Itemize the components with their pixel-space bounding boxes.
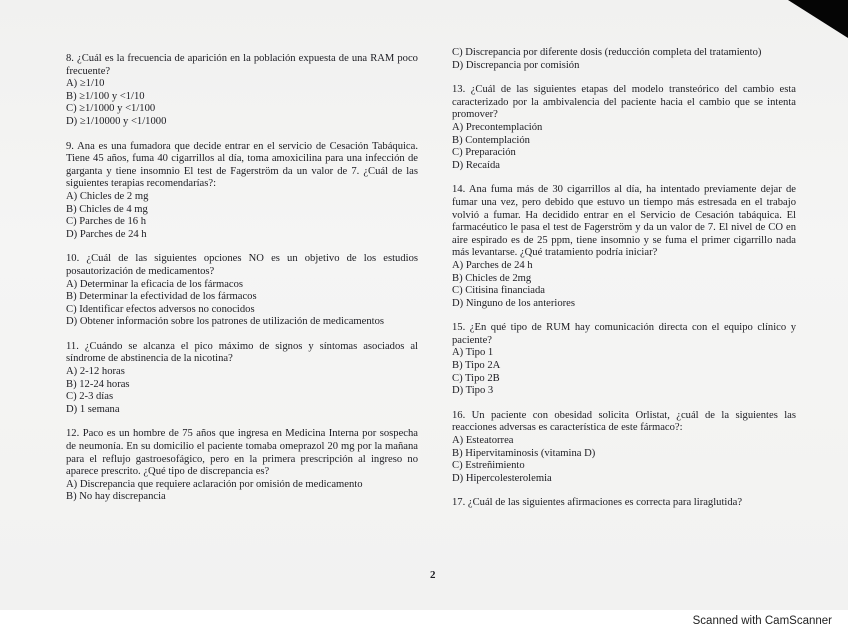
question-stem [452,497,796,510]
question-stem [452,410,796,435]
answer-option: D) Tipo 3 [452,385,494,397]
question-number: 16. [452,409,466,421]
answer-option: B) Determinar la efectividad de los fármacos [66,291,257,303]
question-12-continuation [452,47,796,72]
question-8 [66,53,418,129]
answer-option: C) Citisina financiada [452,285,545,297]
answer-option: B) Hipervitaminosis (vitamina D) [452,447,596,459]
answer-option: D) Parches de 24 h [66,228,147,240]
answer-option: D) Recaída [452,159,500,171]
question-text: Un paciente con obesidad solicita Orlistat, ¿cuál de la siguientes las reacciones adversas es característica de este fármaco?: [452,409,796,434]
answer-option: A) 2-12 horas [66,366,125,378]
right-column [452,47,796,522]
question-stem [66,141,418,191]
question-stem [66,53,418,78]
answer-option: C) Tipo 2B [452,372,500,384]
question-text: Ana fuma más de 30 cigarrillos al día, ha intentado previamente dejar de fumar una vez, pero debido que estuvo un tiempo más estresada en el trabajo volvió a fumar. Ha decidido entrar en el Servicio de Cesación tabáquica. El farmacéutico le pasa el test de Fagerström y da un valor de 7. El nivel de CO en aire espirado es de 25 ppm, tiene insomnio y se fuma el primer cigarrillo nada más levantarse. ¿Qué tratamiento podría iniciar? [452,184,796,259]
answer-option: B) Tipo 2A [452,360,501,372]
question-text: Paco es un hombre de 75 años que ingresa en Medicina Interna por sospecha de neumonía. En su domicilio el paciente tomaba omeprazol 20 mg por la mañana para el reflujo gastroesofágico, pero en la primera prescripción al ingreso no aparece prescrito. ¿Qué tipo de discrepancia es? [66,428,418,478]
answer-option: D) Obtener información sobre los patrones de utilización de medicamentos [66,316,385,328]
answer-option: C) Discrepancia por diferente dosis (reducción completa del tratamiento) [452,47,762,58]
question-text: ¿Cuándo se alcanza el pico máximo de signos y síntomas asociados al síndrome de abstinencia de la nicotina? [66,340,418,365]
question-number: 11. [66,340,79,352]
question-stem [452,184,796,260]
answer-option: B) 12-24 horas [66,378,130,390]
answer-option: A) Esteatorrea [452,435,514,447]
answer-option: D) 1 semana [66,403,120,415]
question-number: 13. [452,84,466,96]
question-14 [452,184,796,310]
answer-option: B) ≥1/100 y <1/10 [66,90,145,102]
question-stem [66,253,418,278]
page-number: 2 [430,569,436,581]
question-text: ¿Cuál de las siguientes opciones NO es un objetivo de los estudios posautorización de medicamentos? [66,253,418,277]
question-text: ¿Cuál de las siguientes afirmaciones es correcta para liraglutida? [467,497,743,509]
answer-option: A) ≥1/10 [66,78,105,90]
question-11 [66,341,418,417]
scanner-watermark: Scanned with CamScanner [692,615,832,627]
answer-option: A) Chicles de 2 mg [66,190,149,202]
answer-option: C) Parches de 16 h [66,216,147,228]
left-column [66,53,418,516]
question-number: 8. [66,53,74,64]
question-stem [452,322,796,347]
answer-option: D) Ninguno de los anteriores [452,297,575,309]
answer-option: C) 2-3 días [66,391,114,403]
question-text: ¿En qué tipo de RUM hay comunicación directa con el equipo clínico y paciente? [452,322,797,346]
answer-option: D) Hipercolesterolemia [452,472,552,484]
answer-option: D) Discrepancia por comisión [452,59,580,71]
question-number: 15. [452,322,466,334]
answer-option: A) Parches de 24 h [452,259,533,271]
answer-option: B) No hay discrepancia [66,491,166,503]
question-stem [452,84,796,122]
answer-option: C) Identificar efectos adversos no conocidos [66,303,255,315]
answer-option: A) Tipo 1 [452,347,494,359]
question-9 [66,141,418,242]
question-number: 12. [66,428,80,440]
answer-option: C) Estreñimiento [452,460,525,472]
question-15 [452,322,796,398]
answer-option: A) Precontemplación [452,121,543,133]
answer-option: B) Contemplación [452,134,530,146]
question-text: Ana es una fumadora que decide entrar en el servicio de Cesación Tabáquica. Tiene 45 años, fuma 40 cigarrillos al día, toma amoxicilina para una infección de garganta y tiene insomnio El test de Fagerström da un valor de 7. ¿Cuál de las siguientes terapias recomendarías?: [66,140,418,190]
question-13 [452,84,796,172]
answer-option: A) Discrepancia que requiere aclaración por omisión de medicamento [66,478,363,490]
question-text: ¿Cuál de las siguientes etapas del modelo transteórico del cambio esta caracterizado por la ambivalencia del paciente hacia el cambio que se intenta promover? [452,84,796,121]
answer-option: B) Chicles de 4 mg [66,203,148,215]
question-stem [66,341,418,366]
question-text: ¿Cuál es la frecuencia de aparición en la población expuesta de una RAM poco frecuente? [66,53,418,77]
question-stem [66,428,418,478]
question-number: 14. [452,184,466,196]
answer-option: C) ≥1/1000 y <1/100 [66,103,156,115]
answer-option: C) Preparación [452,147,516,159]
question-number: 17. [452,497,466,509]
question-number: 9. [66,140,74,152]
answer-option: B) Chicles de 2mg [452,272,532,284]
question-16 [452,410,796,486]
scan-corner-shadow [788,0,848,38]
question-17 [452,497,796,510]
question-10 [66,253,418,329]
answer-option: A) Determinar la eficacia de los fármacos [66,278,244,290]
answer-option: D) ≥1/10000 y <1/1000 [66,115,167,127]
question-number: 10. [66,253,80,265]
question-12 [66,428,418,504]
